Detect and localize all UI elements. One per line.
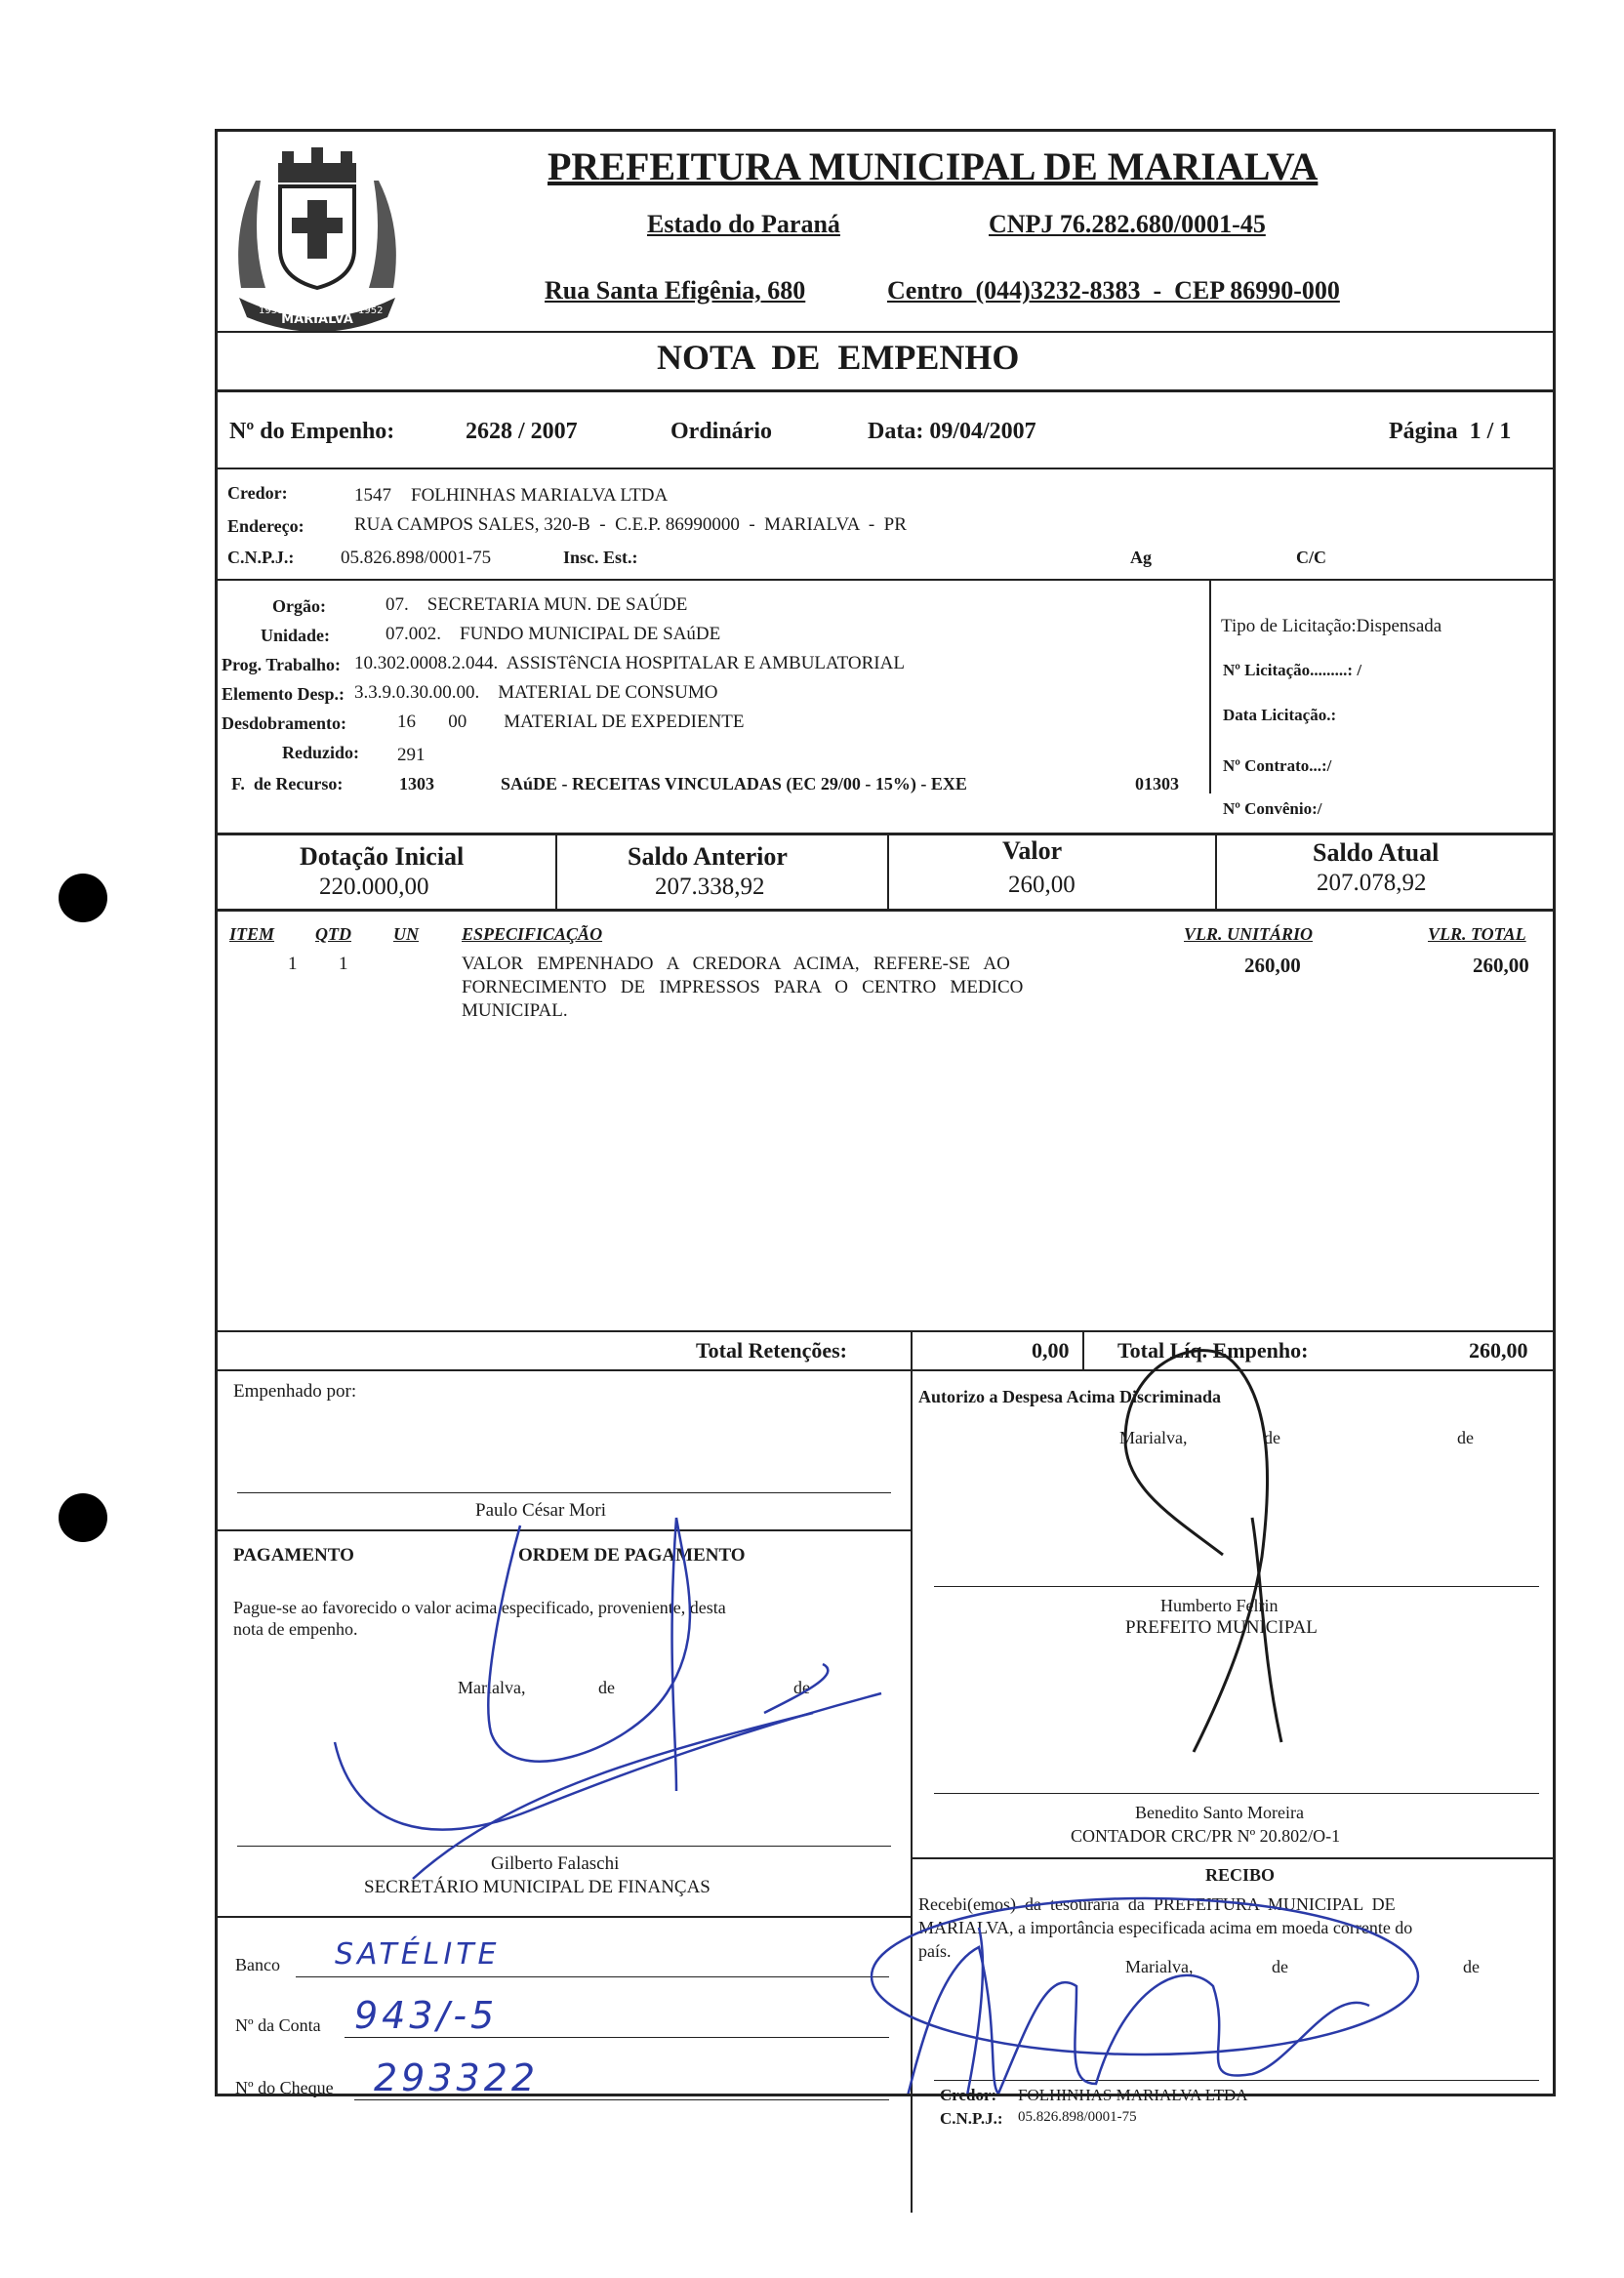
financas-signature bbox=[413, 1518, 828, 1879]
credor-name: FOLHINHAS MARIALVA LTDA bbox=[411, 485, 669, 506]
saldo-atual-label: Saldo Atual bbox=[1313, 838, 1440, 867]
programa-trabalho-value: 10.302.0008.2.044. ASSISTêNCIA HOSPITALAR E AMBULATORIAL bbox=[354, 653, 905, 673]
elemento-despesa-label: Elemento Desp.: bbox=[222, 684, 345, 704]
account-label: C/C bbox=[1296, 548, 1326, 567]
empenho-type: Ordinário bbox=[670, 419, 773, 444]
autorizo-label: Autorizo a Despesa Acima Discriminada bbox=[918, 1387, 1221, 1406]
empenho-number: 2628 / 2007 bbox=[466, 419, 578, 444]
total-retencoes-label: Total Retenções: bbox=[696, 1338, 847, 1363]
col-item: ITEM bbox=[229, 924, 275, 944]
item-unit-value: 260,00 bbox=[1244, 954, 1301, 977]
elemento-despesa-value: 3.3.9.0.30.00.00. MATERIAL DE CONSUMO bbox=[354, 682, 718, 703]
recibo-text-2: MARIALVA, a importância especificada acima em moeda corrente do bbox=[918, 1918, 1413, 1937]
total-liquido-label: Total Líq. Empenho: bbox=[1117, 1338, 1309, 1363]
fonte-recurso-number: 01303 bbox=[1135, 774, 1179, 793]
unidade-label: Unidade: bbox=[261, 626, 331, 645]
item-spec-line-3: MUNICIPAL. bbox=[462, 1000, 568, 1021]
numero-contrato: Nº Contrato...:/ bbox=[1223, 756, 1332, 775]
item-total-value: 260,00 bbox=[1473, 954, 1529, 977]
col-valor-unitario: VLR. UNITÁRIO bbox=[1184, 924, 1314, 944]
punch-hole-top bbox=[59, 874, 107, 922]
recibo-text-3: país. bbox=[918, 1941, 952, 1961]
signature-overlays bbox=[218, 132, 1553, 2094]
data-licitacao: Data Licitação.: bbox=[1223, 706, 1337, 724]
punch-hole-bottom bbox=[59, 1493, 107, 1542]
credor-code: 1547 bbox=[354, 485, 391, 506]
contador-name: Benedito Santo Moreira bbox=[1135, 1803, 1304, 1822]
autorizo-de-1: de bbox=[1264, 1428, 1280, 1447]
prefeito-title: PREFEITO MUNICIPAL bbox=[1125, 1617, 1318, 1638]
recibo-credor-name: FOLHINHAS MARIALVA LTDA bbox=[1018, 2086, 1248, 2104]
financas-signer-name: Gilberto Falaschi bbox=[491, 1853, 620, 1874]
financas-signer-title: SECRETÁRIO MUNICIPAL DE FINANÇAS bbox=[364, 1877, 710, 1897]
cnpj-label: C.N.P.J.: bbox=[227, 548, 295, 567]
empenhado-por-label: Empenhado por: bbox=[233, 1381, 357, 1402]
prefeito-name: Humberto Felrin bbox=[1160, 1596, 1279, 1615]
svg-text:MARIALVA: MARIALVA bbox=[281, 312, 353, 327]
numero-convenio-visible: Nº Convênio:/ bbox=[1223, 799, 1322, 818]
reduzido-value: 291 bbox=[397, 745, 426, 765]
cheque-label: Nº do Cheque bbox=[235, 2078, 334, 2097]
desdobramento-label: Desdobramento: bbox=[222, 713, 346, 733]
cheque-value: 293322 bbox=[374, 2056, 540, 2099]
saldo-atual-value: 207.078,92 bbox=[1317, 870, 1427, 896]
unidade-value: 07.002. FUNDO MUNICIPAL DE SAúDE bbox=[386, 624, 721, 644]
tipo-licitacao: Tipo de Licitação:Dispensada bbox=[1221, 616, 1442, 636]
municipality-title: PREFEITURA MUNICIPAL DE MARIALVA bbox=[548, 144, 1319, 188]
address-label: Endereço: bbox=[227, 516, 304, 536]
conta-value: 943/-5 bbox=[354, 1994, 499, 2037]
prefeito-signature bbox=[1125, 1351, 1268, 1752]
municipality-address: Rua Santa Efigênia, 680 bbox=[545, 276, 806, 305]
insc-est-label: Insc. Est.: bbox=[563, 548, 638, 567]
contador-title: CONTADOR CRC/PR Nº 20.802/O-1 bbox=[1071, 1826, 1341, 1846]
recibo-place: Marialva, bbox=[1125, 1957, 1194, 1976]
recibo-title: RECIBO bbox=[1205, 1865, 1276, 1885]
total-liquido-value: 260,00 bbox=[1469, 1338, 1528, 1363]
credor-address: RUA CAMPOS SALES, 320-B - C.E.P. 86990000 - MARIALVA - PR bbox=[354, 514, 907, 535]
saldo-anterior-value: 207.338,92 bbox=[655, 874, 765, 900]
state-name: Estado do Paraná bbox=[647, 210, 840, 238]
empenho-date: Data: 09/04/2007 bbox=[868, 419, 1036, 444]
pagamento-label: PAGAMENTO bbox=[233, 1545, 354, 1566]
credor-cnpj: 05.826.898/0001-75 bbox=[341, 548, 492, 568]
valor-value: 260,00 bbox=[1008, 872, 1076, 898]
svg-text:1951: 1951 bbox=[259, 305, 284, 316]
recibo-de-1: de bbox=[1272, 1957, 1288, 1976]
recibo-cnpj-value: 05.826.898/0001-75 bbox=[1018, 2109, 1137, 2125]
banco-label: Banco bbox=[235, 1955, 280, 1974]
dotacao-inicial-value: 220.000,00 bbox=[319, 874, 429, 900]
item-number: 1 bbox=[288, 954, 298, 974]
col-un: UN bbox=[393, 924, 419, 944]
reduzido-label: Reduzido: bbox=[282, 743, 360, 762]
svg-text:1952: 1952 bbox=[358, 305, 384, 316]
orgao-value: 07. SECRETARIA MUN. DE SAÚDE bbox=[386, 594, 688, 615]
page-number: Página 1 / 1 bbox=[1389, 419, 1512, 444]
banco-value: SATÉLITE bbox=[335, 1937, 501, 1972]
credor-label: Credor: bbox=[227, 483, 288, 503]
col-qtd: QTD bbox=[315, 924, 351, 944]
dotacao-inicial-label: Dotação Inicial bbox=[300, 842, 465, 871]
empenho-number-label: Nº do Empenho: bbox=[229, 419, 395, 444]
pagamento-de-2: de bbox=[793, 1678, 810, 1697]
fonte-recurso-code: 1303 bbox=[399, 774, 434, 793]
document-title: NOTA DE EMPENHO bbox=[657, 338, 1020, 377]
orgao-label: Orgão: bbox=[272, 596, 326, 616]
saldo-anterior-label: Saldo Anterior bbox=[628, 842, 788, 871]
programa-trabalho-label: Prog. Trabalho: bbox=[222, 655, 342, 674]
item-spec-line-2: FORNECIMENTO DE IMPRESSOS PARA O CENTRO MEDICO bbox=[462, 977, 1024, 997]
conta-label: Nº da Conta bbox=[235, 2015, 321, 2035]
col-valor-total: VLR. TOTAL bbox=[1428, 924, 1526, 944]
fonte-recurso-label: F. de Recurso: bbox=[231, 774, 344, 793]
recibo-credor-label: Credor: bbox=[940, 2086, 997, 2104]
recibo-cnpj-label: C.N.P.J.: bbox=[940, 2109, 1003, 2128]
document-frame bbox=[215, 129, 1556, 2128]
agency-label: Ag bbox=[1130, 548, 1152, 567]
autorizo-de-2: de bbox=[1457, 1428, 1474, 1447]
pagamento-de-1: de bbox=[598, 1678, 615, 1697]
total-retencoes-value: 0,00 bbox=[1032, 1338, 1070, 1363]
recibo-de-2: de bbox=[1463, 1957, 1480, 1976]
desdobramento-value: 16 00 MATERIAL DE EXPEDIENTE bbox=[397, 712, 745, 732]
valor-label: Valor bbox=[1002, 836, 1063, 865]
autorizo-place: Marialva, bbox=[1119, 1428, 1188, 1447]
numero-licitacao: Nº Licitação.........: / bbox=[1223, 661, 1362, 679]
item-quantity: 1 bbox=[339, 954, 348, 974]
pagamento-place: Marialva, bbox=[458, 1678, 526, 1697]
empenhado-por-name: Paulo César Mori bbox=[475, 1500, 607, 1521]
item-spec-line-1: VALOR EMPENHADO A CREDORA ACIMA, REFERE-SE AO bbox=[462, 954, 1010, 974]
ordem-pagamento-label: ORDEM DE PAGAMENTO bbox=[518, 1545, 746, 1566]
pagamento-text-1: Pague-se ao favorecido o valor acima especificado, proveniente, desta bbox=[233, 1598, 726, 1617]
municipality-cnpj: CNPJ 76.282.680/0001-45 bbox=[989, 210, 1266, 238]
municipality-contact: Centro (044)3232-8383 - CEP 86990-000 bbox=[887, 276, 1340, 305]
pagamento-text-2: nota de empenho. bbox=[233, 1619, 358, 1639]
col-especificacao: ESPECIFICAÇÃO bbox=[462, 924, 603, 944]
fonte-recurso-description: SAúDE - RECEITAS VINCULADAS (EC 29/00 - 15%) - EXE bbox=[501, 774, 967, 793]
recibo-text-1: Recebi(emos) da tesouraria da PREFEITURA MUNICIPAL DE bbox=[918, 1894, 1396, 1914]
